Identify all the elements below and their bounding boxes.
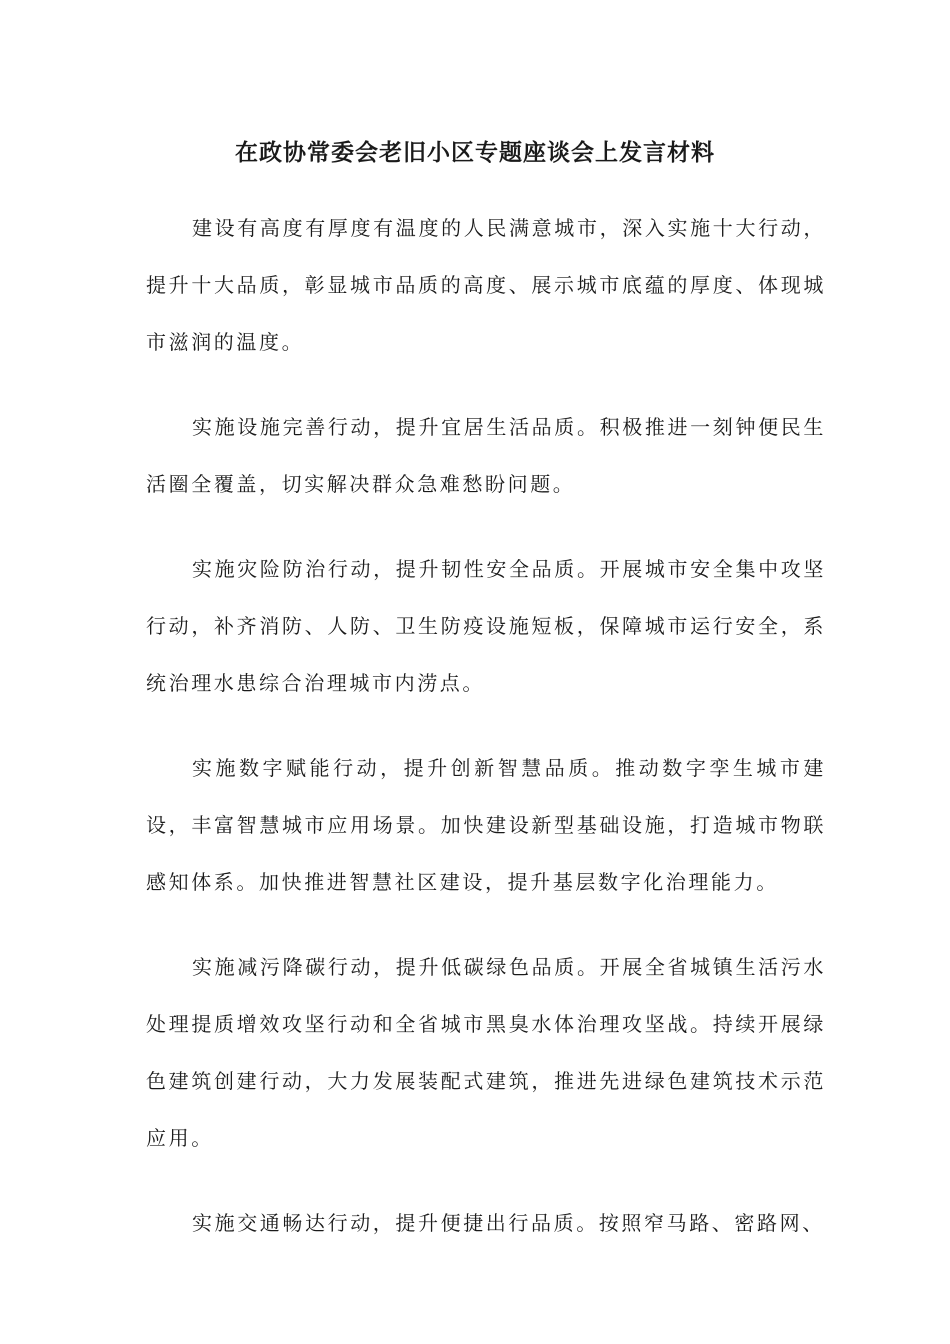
document-body <box>146 200 826 1280</box>
document-title: 在政协常委会老旧小区专题座谈会上发言材料 <box>235 139 715 166</box>
paragraph: 实施数字赋能行动，提升创新智慧品质。推动数字孪生城市建设，丰富智慧城市应用场景。加快建设新型基础设施，打造城市物联感知体系。加快推进智慧社区建设，提升基层数字化治理能力。 <box>146 756 826 894</box>
paragraph: 实施设施完善行动，提升宜居生活品质。积极推进一刻钟便民生活圈全覆盖，切实解决群众急难愁盼问题。 <box>146 415 826 496</box>
paragraph: 实施减污降碳行动，提升低碳绿色品质。开展全省城镇生活污水处理提质增效攻坚行动和全省城市黑臭水体治理攻坚战。持续开展绿色建筑创建行动，大力发展装配式建筑，推进先进绿色建筑技术示范应用。 <box>146 955 826 1150</box>
paragraph: 实施交通畅达行动，提升便捷出行品质。按照窄马路、密路网、 <box>192 1211 825 1235</box>
paragraph: 实施灾险防治行动，提升韧性安全品质。开展城市安全集中攻坚行动，补齐消防、人防、卫生防疫设施短板，保障城市运行安全，系统治理水患综合治理城市内涝点。 <box>146 557 826 695</box>
paragraph: 建设有高度有厚度有温度的人民满意城市，深入实施十大行动，提升十大品质，彰显城市品质的高度、展示城市底蕴的厚度、体现城市滋润的温度。 <box>146 216 826 354</box>
